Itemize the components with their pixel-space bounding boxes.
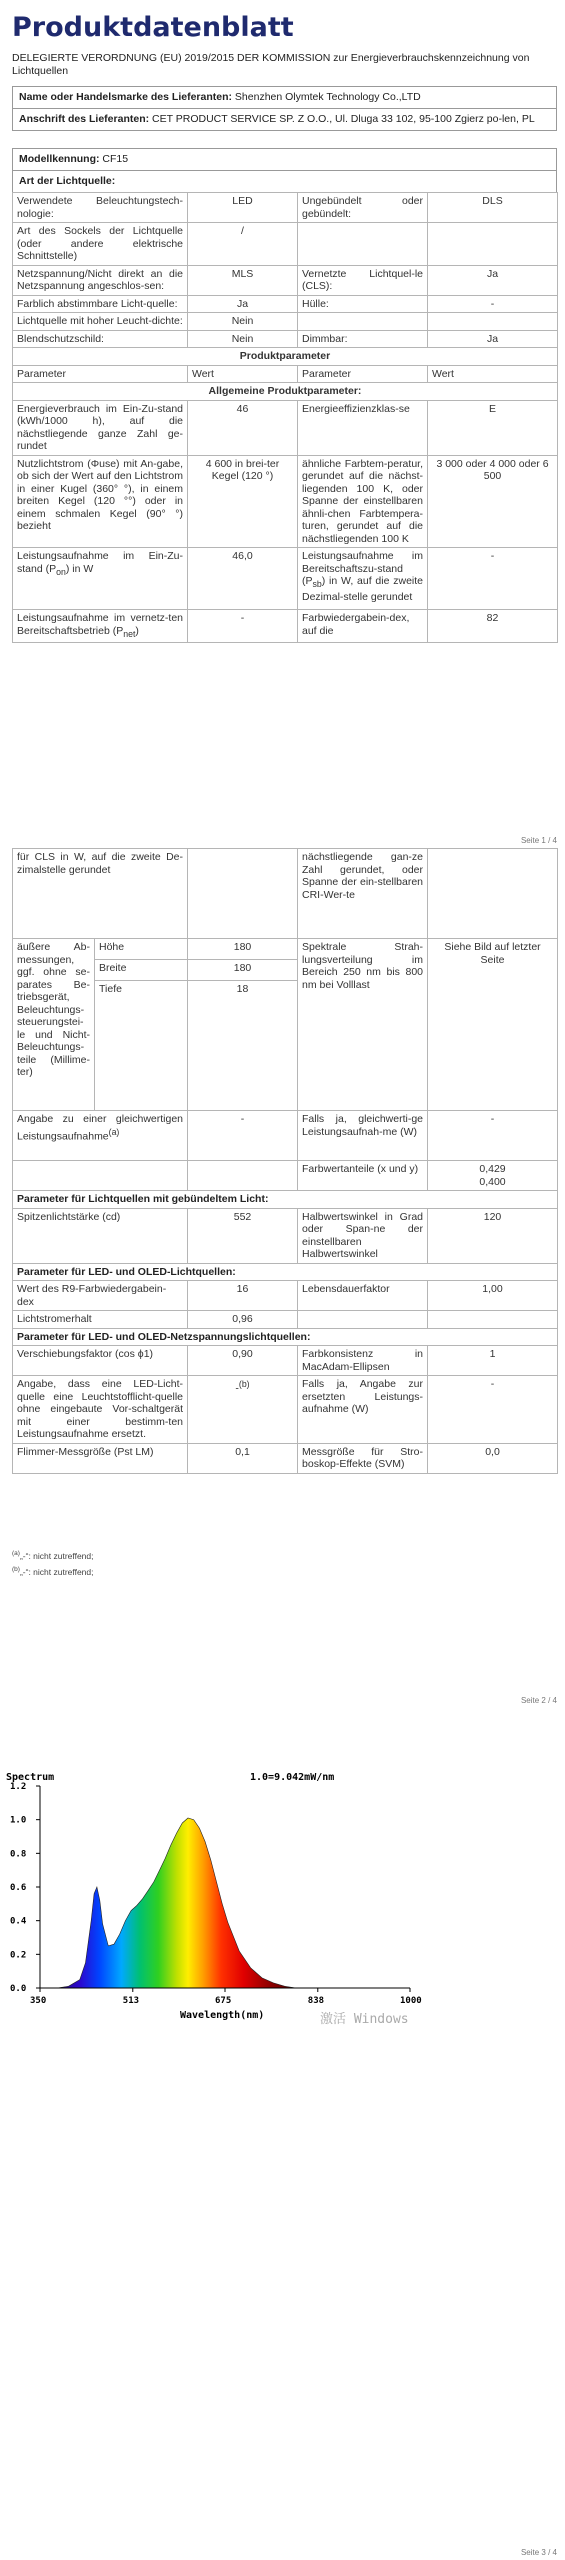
cell-label: Farbwertanteile (x und y) (298, 1161, 428, 1191)
cell-value: - (428, 548, 558, 610)
params-table-continued (12, 848, 558, 1474)
cell-value: 4 600 in brei-ter Kegel (120 °) (188, 455, 298, 548)
cell-label (13, 610, 188, 643)
y-tick-label: 1.0 (10, 1815, 27, 1826)
footnote-ref: (b) (238, 1379, 250, 1389)
cell-value: 3 000 oder 4 000 oder 6 500 (428, 455, 558, 548)
cell-label: Art des Sockels der Lichtquelle (oder andere elektrische Schnittstelle) (13, 223, 188, 266)
cell-value: 16 (188, 1281, 298, 1311)
cell-value: - (428, 1111, 558, 1161)
table-row (13, 1208, 558, 1263)
cell-label: Lichtquelle mit hoher Leucht-dichte: (13, 313, 188, 331)
x-tick-label: 513 (122, 1996, 140, 2006)
subscript: sb (312, 579, 322, 590)
cell-value: 1 (428, 1346, 558, 1376)
cell-value: 0,0 (428, 1443, 558, 1473)
cell-label: Energieeffizienzklas-se (298, 400, 428, 455)
cell-label: Angabe, dass eine LED-Licht-quelle eine Leuchtstofflicht-quelle ohne eingebaute Vor-schaltgerät mit einer bestimm-ten Leistungsaufnahme ersetzt. (13, 1376, 188, 1444)
x-tick-label: 1000 (400, 1996, 422, 2006)
cell-label: Netzspannung/Nicht direkt an die Netzspannung angeschlos-sen: (13, 265, 188, 295)
page-footer: Seite 1 / 4 (520, 836, 557, 845)
cell-label: Blendschutzschild: (13, 330, 188, 348)
cell-label: Spitzenlichtstärke (cd) (13, 1208, 188, 1263)
cell-label: Wert des R9-Farbwiedergabein-dex (13, 1281, 188, 1311)
light-type-label: Art der Lichtquelle: (19, 175, 116, 187)
table-row (13, 193, 558, 223)
table-row (13, 1346, 558, 1376)
section-header: Allgemeine Produktparameter: (13, 383, 558, 401)
footnote-ref: (a) (108, 1126, 120, 1137)
chroma-y: 0,400 (479, 1175, 506, 1188)
cell-value: - (428, 1376, 558, 1444)
cell-value: MLS (188, 265, 298, 295)
cell-value: Ja (188, 295, 298, 313)
cell-value: Nein (188, 330, 298, 348)
section-row (13, 1263, 558, 1281)
light-source-table (12, 192, 558, 643)
cell-value: DLS (428, 193, 558, 223)
cell-label: Höhe (95, 939, 188, 960)
table-row (13, 265, 558, 295)
cell-label: Spektrale Strah-lungsverteilung im Bereich 250 nm bis 800 nm bei Volllast (298, 939, 428, 1111)
section-header: Parameter für Lichtquellen mit gebündeltem Licht: (13, 1191, 558, 1209)
regulation-text: DELEGIERTE VERORDNUNG (EU) 2019/2015 DER KOMMISSION zur Energieverbrauchskennzeichnung von Lichtquellen (12, 52, 530, 77)
text: Leistungsaufnahme im Bereitschaftszu-stand (P (302, 550, 423, 587)
text: - (235, 1382, 239, 1395)
cell-label: Energieverbrauch im Ein-Zu-stand (kWh/1000 h), auf die nächstliegende ganze Zahl ge-rundet (13, 400, 188, 455)
cell-label: Hülle: (298, 295, 428, 313)
cell-value: Nein (188, 313, 298, 331)
table-row (13, 1311, 558, 1329)
section-row (13, 1191, 558, 1209)
supplier-label: Name oder Handelsmarke des Lieferanten: (19, 91, 232, 103)
x-tick-label: 838 (307, 1996, 325, 2006)
cell-value: 0,1 (188, 1443, 298, 1473)
text: Angabe zu einer gleichwertigen Leistungsaufnahme (17, 1113, 184, 1142)
column-header: Wert (428, 365, 558, 383)
cell-value: 552 (188, 1208, 298, 1263)
model-label: Modellkennung: (19, 153, 100, 165)
chart-scale-note: 1.0=9.042mW/nm (250, 1772, 335, 1783)
cell-empty (298, 1311, 428, 1329)
cell-label: Ungebündelt oder gebündelt: (298, 193, 428, 223)
cell-label: Farbwiedergabein-dex, auf die (298, 610, 428, 643)
cell-empty (298, 313, 428, 331)
table-row (13, 400, 558, 455)
cell-value: 82 (428, 610, 558, 643)
spectrum-area (40, 1818, 410, 1988)
text: Leistungsaufnahme im Ein-Zu-stand (P (17, 550, 183, 575)
x-axis (30, 1988, 422, 2006)
section-header: Parameter für LED- und OLED-Lichtquellen: (13, 1263, 558, 1281)
y-tick-label: 0.4 (10, 1916, 27, 1927)
column-header: Parameter (298, 365, 428, 383)
address-label: Anschrift des Lieferanten: (19, 113, 150, 125)
general-params-row (13, 383, 558, 401)
cell-label: Halbwertswinkel in Grad oder Span-ne der einstellbaren Halbwertswinkel (298, 1208, 428, 1263)
table-row (13, 1443, 558, 1473)
table-row (13, 330, 558, 348)
text: ) in W, auf die zweite Dezimal-stelle gerundet (302, 575, 423, 603)
page-footer: Seite 3 / 4 (520, 2548, 557, 2557)
model-row (12, 148, 557, 171)
cell-value: E (428, 400, 558, 455)
cell-empty (13, 1161, 188, 1191)
cell-label: für CLS in W, auf die zweite De-zimalstelle gerundet (13, 849, 188, 939)
cell-value: 46,0 (188, 548, 298, 610)
page-footer: Seite 2 / 4 (520, 1696, 557, 1705)
footnote-a (12, 1548, 94, 1562)
cell-value: 18 (188, 981, 298, 1111)
table-row (13, 548, 558, 610)
subscript: net (123, 628, 136, 639)
column-header-row (13, 365, 558, 383)
cell-label: nächstliegende gan-ze Zahl gerundet, oder Spanne der ein-stellbaren CRI-Wer-te (298, 849, 428, 939)
cell-value: 46 (188, 400, 298, 455)
cell-label: Lichtstromerhalt (13, 1311, 188, 1329)
cell-empty (428, 849, 558, 939)
table-row (13, 939, 558, 960)
cell-label: Breite (95, 960, 188, 981)
section-header: Parameter für LED- und OLED-Netzspannungslichtquellen: (13, 1328, 558, 1346)
cell-empty (428, 223, 558, 266)
supplier-value: Shenzhen Olymtek Technology Co.,LTD (234, 91, 421, 103)
cell-label: ähnliche Farbtem-peratur, gerundet auf die nächst-liegenden 100 K, oder Spanne der einstellbaren ähnli-chen Farbtempera-turen, gerundet auf die nächstliegenden 100 K (298, 455, 428, 548)
table-row (13, 1376, 558, 1444)
table-row (13, 1161, 558, 1191)
cell-label: Farblich abstimmbare Licht-quelle: (13, 295, 188, 313)
cell-label: Flimmer-Messgröße (Pst LM) (13, 1443, 188, 1473)
light-type-row (12, 170, 557, 193)
footnote-b (12, 1564, 94, 1578)
address-value: CET PRODUCT SERVICE SP. Z O.O., Ul. Dluga 33 102, 95-100 Zgierz po-len, PL (152, 113, 535, 125)
cell-label: Vernetzte Lichtquel-le (CLS): (298, 265, 428, 295)
supplier-row (12, 86, 557, 109)
chroma-x: 0,429 (479, 1163, 506, 1175)
cell-value: LED (188, 193, 298, 223)
cell-value: - (188, 610, 298, 643)
cell-value: 180 (188, 960, 298, 981)
cell-value: 120 (428, 1208, 558, 1263)
text: ) (135, 624, 139, 637)
cell-label: Verwendete Beleuchtungstech-nologie: (13, 193, 188, 223)
cell-value: - (428, 295, 558, 313)
page-2 (0, 848, 565, 1708)
cell-empty (188, 1161, 298, 1191)
footnote-mark: (b) (12, 1566, 20, 1573)
y-tick-label: 1.2 (10, 1782, 27, 1792)
cell-label: Falls ja, gleichwerti-ge Leistungsaufnah-me (W) (298, 1111, 428, 1161)
y-tick-label: 0.2 (10, 1950, 27, 1961)
table-row (13, 455, 558, 548)
cell-label (13, 548, 188, 610)
table-row (13, 295, 558, 313)
y-tick-label: 0.6 (10, 1883, 27, 1893)
footnote-mark: (a) (12, 1550, 20, 1557)
spectrum-chart (0, 1768, 565, 2028)
cell-label: Falls ja, Angabe zur ersetzten Leistungs-aufnahme (W) (298, 1376, 428, 1444)
product-params-header-row (13, 348, 558, 366)
cell-value: 0,96 (188, 1311, 298, 1329)
text: Leistungsaufnahme im vernetz-ten Bereitschaftsbetrieb (P (17, 612, 183, 637)
page-3 (0, 1708, 565, 2560)
column-header: Parameter (13, 365, 188, 383)
cell-value: Ja (428, 330, 558, 348)
cell-label: Verschiebungsfaktor (cos ϕ1) (13, 1346, 188, 1376)
cell-label (13, 1111, 188, 1161)
cell-empty (298, 223, 428, 266)
subscript: on (56, 566, 66, 577)
watermark-text: 激活 Windows (320, 2012, 409, 2027)
page-title: Produktdatenblatt (12, 12, 294, 43)
x-tick-label: 350 (30, 1996, 47, 2006)
cell-label: Dimmbar: (298, 330, 428, 348)
x-tick-label: 675 (215, 1996, 232, 2006)
section-row (13, 1328, 558, 1346)
cell-value: / (188, 223, 298, 266)
y-tick-label: 0.8 (10, 1849, 27, 1860)
cell-label: Lebensdauerfaktor (298, 1281, 428, 1311)
table-row (13, 610, 558, 643)
cell-label: äußere Ab-messungen, ggf. ohne se-parates Be-triebsgerät, Beleuchtungs-steuerungstei-le und Nicht-Beleuchtungs-teile (Millime-ter) (13, 939, 95, 1111)
table-row (13, 1281, 558, 1311)
cell-label: Farbkonsistenz in MacAdam-Ellipsen (298, 1346, 428, 1376)
model-value: CF15 (102, 153, 129, 165)
table-row (13, 223, 558, 266)
column-header: Wert (188, 365, 298, 383)
y-axis (10, 1782, 40, 1994)
cell-label: Messgröße für Stro-boskop-Effekte (SVM) (298, 1443, 428, 1473)
cell-value: 0,90 (188, 1346, 298, 1376)
cell-label (298, 548, 428, 610)
footnote-text: „-“: nicht zutreffend; (19, 1566, 94, 1577)
chart-title: Spectrum (6, 1772, 55, 1783)
footnote-text: „-“: nicht zutreffend; (19, 1550, 94, 1561)
section-header: Produktparameter (13, 348, 558, 366)
table-row (13, 1111, 558, 1161)
cell-value: 1,00 (428, 1281, 558, 1311)
x-axis-label: Wavelength(nm) (180, 2010, 265, 2021)
y-tick-label: 0.0 (10, 1984, 27, 1994)
cell-empty (188, 849, 298, 939)
cell-label: Nutzlichtstrom (Φuse) mit An-gabe, ob sich der Wert auf den Lichtstrom in einer Kugel (360° °), in einem breiten Kegel (120 °°) oder in einem schmalen Kegel (90° °) bezieht (13, 455, 188, 548)
cell-value (188, 1376, 298, 1444)
cell-value: Ja (428, 265, 558, 295)
cell-value: - (188, 1111, 298, 1161)
cell-empty (428, 313, 558, 331)
cell-value: 180 (188, 939, 298, 960)
table-row (13, 313, 558, 331)
page-1 (0, 0, 565, 848)
table-row (13, 849, 558, 939)
cell-value: Siehe Bild auf letzter Seite (428, 939, 558, 1111)
cell-empty (428, 1311, 558, 1329)
cell-value (428, 1161, 558, 1191)
address-row (12, 108, 557, 131)
text: ) in W (65, 562, 94, 575)
cell-label: Tiefe (95, 981, 188, 1111)
